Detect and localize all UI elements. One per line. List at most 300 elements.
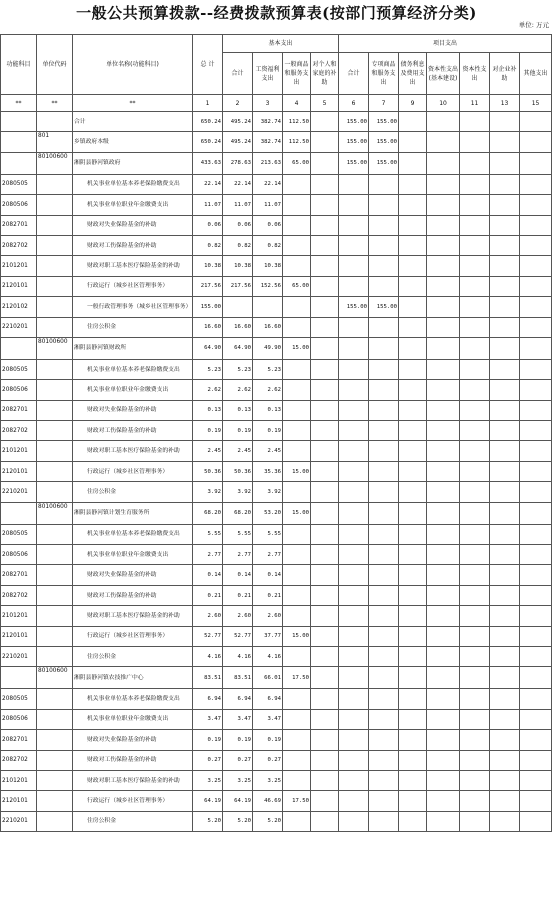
value-cell [311, 337, 339, 359]
value-cell [339, 482, 369, 502]
value-cell [460, 667, 490, 689]
value-cell [460, 441, 490, 461]
value-cell [427, 441, 460, 461]
value-cell: 0.82 [253, 235, 283, 255]
value-cell [311, 461, 339, 481]
table-row [1, 689, 552, 709]
value-cell [283, 482, 311, 502]
value-cell [460, 461, 490, 481]
value-cell [460, 811, 490, 831]
value-cell [490, 256, 520, 276]
func-code-cell: 2120101 [1, 626, 37, 646]
value-cell: 0.19 [193, 421, 223, 441]
value-cell: 495.24 [223, 112, 253, 132]
value-cell [223, 297, 253, 317]
value-cell [339, 380, 369, 400]
unit-name-cell: 财政对工伤保险基金的补助 [73, 585, 193, 605]
value-cell: 3.92 [253, 482, 283, 502]
unit-name-cell: 机关事业单位职业年金缴费支出 [73, 195, 193, 215]
value-cell [369, 461, 399, 481]
value-cell [490, 606, 520, 626]
value-cell: 2.60 [193, 606, 223, 626]
value-cell [520, 132, 552, 152]
table-row [1, 646, 552, 666]
header-col-num: 6 [339, 95, 369, 112]
unit-name-cell: 财政对失业保险基金的补助 [73, 730, 193, 750]
value-cell: 155.00 [339, 112, 369, 132]
unit-code-cell [37, 585, 73, 605]
value-cell [339, 646, 369, 666]
unit-name-cell: 财政对工伤保险基金的补助 [73, 750, 193, 770]
value-cell [369, 811, 399, 831]
value-cell [520, 626, 552, 646]
value-cell [399, 811, 427, 831]
value-cell: 0.19 [253, 730, 283, 750]
value-cell [369, 585, 399, 605]
value-cell [460, 132, 490, 152]
value-cell [283, 359, 311, 379]
table-row [1, 215, 552, 235]
value-cell [283, 565, 311, 585]
table-row [1, 565, 552, 585]
unit-code-cell [37, 174, 73, 194]
value-cell [339, 502, 369, 524]
value-cell [399, 359, 427, 379]
value-cell [369, 256, 399, 276]
unit-code-cell [37, 689, 73, 709]
value-cell [460, 791, 490, 811]
value-cell: 3.92 [223, 482, 253, 502]
unit-code-cell [37, 380, 73, 400]
header-col-num: 10 [427, 95, 460, 112]
value-cell [369, 174, 399, 194]
value-cell [311, 606, 339, 626]
value-cell [369, 646, 399, 666]
value-cell [460, 112, 490, 132]
unit-name-cell: 财政对失业保险基金的补助 [73, 565, 193, 585]
value-cell [339, 730, 369, 750]
value-cell [399, 297, 427, 317]
value-cell [520, 337, 552, 359]
value-cell [520, 770, 552, 790]
header-project-col: 资本性支出 [460, 53, 490, 95]
header-unit-name: 单位名称(功能科目) [73, 35, 193, 95]
unit-name-cell: 住房公积金 [73, 482, 193, 502]
value-cell: 11.07 [193, 195, 223, 215]
value-cell: 382.74 [253, 112, 283, 132]
value-cell: 0.21 [253, 585, 283, 605]
value-cell [460, 380, 490, 400]
value-cell [311, 195, 339, 215]
func-code-cell: 2080506 [1, 380, 37, 400]
value-cell [369, 359, 399, 379]
value-cell [339, 709, 369, 729]
value-cell [283, 380, 311, 400]
value-cell [490, 461, 520, 481]
value-cell: 155.00 [339, 152, 369, 174]
table-row [1, 482, 552, 502]
value-cell: 52.77 [223, 626, 253, 646]
value-cell [460, 585, 490, 605]
value-cell [427, 132, 460, 152]
header-basic-col: 合计 [223, 53, 253, 95]
unit-code-cell [37, 626, 73, 646]
value-cell: 0.13 [253, 400, 283, 420]
value-cell [520, 667, 552, 689]
value-cell [427, 195, 460, 215]
value-cell [490, 380, 520, 400]
unit-name-cell: 财政对职工基本医疗保险基金的补助 [73, 441, 193, 461]
value-cell [311, 132, 339, 152]
func-code-cell: 2080505 [1, 689, 37, 709]
budget-table [0, 34, 552, 832]
value-cell: 64.19 [193, 791, 223, 811]
unit-name-cell: 湘阴县静河镇财政所 [73, 337, 193, 359]
value-cell [427, 317, 460, 337]
func-code-cell: 2080506 [1, 709, 37, 729]
value-cell [311, 585, 339, 605]
table-row [1, 791, 552, 811]
value-cell: 0.13 [223, 400, 253, 420]
value-cell: 0.21 [223, 585, 253, 605]
value-cell [490, 359, 520, 379]
table-row [1, 667, 552, 689]
value-cell [460, 400, 490, 420]
value-cell: 0.82 [193, 235, 223, 255]
value-cell [490, 235, 520, 255]
value-cell [427, 400, 460, 420]
value-cell [283, 709, 311, 729]
func-code-cell: 2101201 [1, 606, 37, 626]
value-cell [399, 400, 427, 420]
func-code-cell: 2080505 [1, 524, 37, 544]
value-cell: 15.00 [283, 461, 311, 481]
value-cell: 2.62 [223, 380, 253, 400]
table-row [1, 524, 552, 544]
value-cell [460, 359, 490, 379]
func-code-cell: 2210201 [1, 811, 37, 831]
table-row [1, 380, 552, 400]
value-cell: 0.14 [193, 565, 223, 585]
value-cell [283, 400, 311, 420]
value-cell [339, 585, 369, 605]
value-cell [369, 235, 399, 255]
value-cell [311, 502, 339, 524]
value-cell [427, 235, 460, 255]
func-code-cell: 2080506 [1, 195, 37, 215]
value-cell: 17.50 [283, 667, 311, 689]
table-row [1, 585, 552, 605]
value-cell [399, 482, 427, 502]
func-code-cell: 2120101 [1, 461, 37, 481]
value-cell [369, 689, 399, 709]
value-cell: 382.74 [253, 132, 283, 152]
value-cell [283, 235, 311, 255]
value-cell [369, 709, 399, 729]
value-cell: 35.36 [253, 461, 283, 481]
table-row [1, 132, 552, 152]
unit-code-cell [37, 750, 73, 770]
value-cell [283, 770, 311, 790]
value-cell [460, 276, 490, 296]
value-cell [339, 791, 369, 811]
value-cell [283, 689, 311, 709]
value-cell: 2.77 [253, 545, 283, 565]
value-cell [369, 276, 399, 296]
value-cell: 83.51 [223, 667, 253, 689]
value-cell: 155.00 [369, 112, 399, 132]
value-cell [311, 400, 339, 420]
value-cell [520, 297, 552, 317]
value-cell: 5.55 [193, 524, 223, 544]
value-cell: 4.16 [223, 646, 253, 666]
value-cell [399, 770, 427, 790]
value-cell [520, 811, 552, 831]
unit-name-cell: 行政运行（城乡社区管理事务） [73, 626, 193, 646]
table-row [1, 112, 552, 132]
unit-name-cell: 机关事业单位职业年金缴费支出 [73, 380, 193, 400]
value-cell [311, 646, 339, 666]
header-project-col: 其他支出 [520, 53, 552, 95]
value-cell: 64.90 [223, 337, 253, 359]
unit-name-cell: 住房公积金 [73, 317, 193, 337]
value-cell [460, 317, 490, 337]
value-cell [399, 524, 427, 544]
value-cell [311, 174, 339, 194]
unit-name-cell: 财政对职工基本医疗保险基金的补助 [73, 606, 193, 626]
value-cell: 5.55 [253, 524, 283, 544]
value-cell: 3.47 [193, 709, 223, 729]
value-cell [427, 646, 460, 666]
value-cell [520, 380, 552, 400]
func-code-cell: 2101201 [1, 770, 37, 790]
value-cell [427, 565, 460, 585]
value-cell: 2.62 [193, 380, 223, 400]
value-cell: 11.07 [253, 195, 283, 215]
unit-code-cell [37, 256, 73, 276]
header-basic: 基本支出 [223, 35, 339, 53]
value-cell [427, 730, 460, 750]
value-cell [520, 502, 552, 524]
value-cell [490, 770, 520, 790]
value-cell [311, 565, 339, 585]
value-cell [490, 112, 520, 132]
value-cell [399, 667, 427, 689]
value-cell [339, 545, 369, 565]
func-code-cell: 2082702 [1, 750, 37, 770]
value-cell: 50.36 [223, 461, 253, 481]
header-col-num: 9 [399, 95, 427, 112]
value-cell [520, 461, 552, 481]
value-cell [520, 174, 552, 194]
unit-code-cell [37, 565, 73, 585]
value-cell [520, 750, 552, 770]
value-cell: 5.20 [193, 811, 223, 831]
value-cell: 3.25 [193, 770, 223, 790]
header-col-num: 4 [283, 95, 311, 112]
value-cell [399, 565, 427, 585]
value-cell: 155.00 [369, 297, 399, 317]
value-cell [427, 359, 460, 379]
value-cell: 0.19 [223, 730, 253, 750]
value-cell [399, 174, 427, 194]
value-cell [460, 770, 490, 790]
value-cell [490, 441, 520, 461]
value-cell [339, 667, 369, 689]
header-unit-code: 单位代码 [37, 35, 73, 95]
value-cell [427, 112, 460, 132]
func-code-cell [1, 502, 37, 524]
value-cell [490, 791, 520, 811]
value-cell [339, 811, 369, 831]
value-cell [369, 730, 399, 750]
value-cell [369, 565, 399, 585]
value-cell: 0.06 [223, 215, 253, 235]
value-cell [490, 502, 520, 524]
value-cell [520, 791, 552, 811]
unit-code-cell [37, 195, 73, 215]
value-cell: 37.77 [253, 626, 283, 646]
header-basic-col: 一般商品和服务支出 [283, 53, 311, 95]
value-cell [283, 441, 311, 461]
value-cell [339, 317, 369, 337]
value-cell: 46.69 [253, 791, 283, 811]
value-cell [283, 730, 311, 750]
value-cell [427, 791, 460, 811]
value-cell [311, 770, 339, 790]
header-col-num: 3 [253, 95, 283, 112]
value-cell: 213.63 [253, 152, 283, 174]
value-cell [520, 709, 552, 729]
value-cell [369, 421, 399, 441]
value-cell [311, 215, 339, 235]
value-cell: 68.20 [193, 502, 223, 524]
value-cell: 22.14 [253, 174, 283, 194]
header-star: ** [73, 95, 193, 112]
value-cell: 155.00 [339, 297, 369, 317]
header-star: ** [1, 95, 37, 112]
unit-code-cell [37, 359, 73, 379]
value-cell: 11.07 [223, 195, 253, 215]
unit-code-cell [37, 482, 73, 502]
value-cell [427, 502, 460, 524]
value-cell [399, 195, 427, 215]
value-cell: 6.94 [193, 689, 223, 709]
value-cell [490, 545, 520, 565]
value-cell: 15.00 [283, 502, 311, 524]
value-cell: 15.00 [283, 337, 311, 359]
value-cell: 0.82 [223, 235, 253, 255]
value-cell [427, 545, 460, 565]
value-cell [490, 565, 520, 585]
func-code-cell: 2080505 [1, 174, 37, 194]
value-cell: 0.27 [253, 750, 283, 770]
unit-code-cell [37, 606, 73, 626]
value-cell: 3.47 [223, 709, 253, 729]
value-cell [311, 276, 339, 296]
value-cell [490, 730, 520, 750]
value-cell: 2.60 [223, 606, 253, 626]
value-cell: 16.60 [193, 317, 223, 337]
value-cell [369, 317, 399, 337]
value-cell [339, 626, 369, 646]
value-cell [490, 276, 520, 296]
table-row [1, 400, 552, 420]
value-cell: 22.14 [193, 174, 223, 194]
value-cell [339, 750, 369, 770]
value-cell: 2.62 [253, 380, 283, 400]
value-cell: 495.24 [223, 132, 253, 152]
value-cell [490, 667, 520, 689]
func-code-cell: 2082702 [1, 585, 37, 605]
value-cell [399, 215, 427, 235]
unit-code-cell [37, 811, 73, 831]
unit-code-cell [37, 276, 73, 296]
value-cell [490, 709, 520, 729]
value-cell [427, 152, 460, 174]
header-col-num: 5 [311, 95, 339, 112]
value-cell [520, 565, 552, 585]
value-cell: 10.38 [253, 256, 283, 276]
unit-name-cell: 机关事业单位基本养老保险缴费支出 [73, 174, 193, 194]
value-cell [399, 380, 427, 400]
unit-name-cell: 湘阴县静河镇计划生育服务所 [73, 502, 193, 524]
unit-name-cell: 机关事业单位职业年金缴费支出 [73, 709, 193, 729]
value-cell [369, 667, 399, 689]
value-cell: 155.00 [339, 132, 369, 152]
value-cell [460, 337, 490, 359]
header-col-num: 11 [460, 95, 490, 112]
header-func-code: 功能科目 [1, 35, 37, 95]
value-cell [427, 276, 460, 296]
unit-code-cell [37, 770, 73, 790]
value-cell [369, 441, 399, 461]
value-cell [399, 235, 427, 255]
value-cell [311, 359, 339, 379]
value-cell [520, 441, 552, 461]
value-cell [283, 174, 311, 194]
value-cell [339, 461, 369, 481]
header-star: ** [37, 95, 73, 112]
unit-name-cell: 行政运行（城乡社区管理事务） [73, 791, 193, 811]
value-cell [490, 585, 520, 605]
value-cell [283, 421, 311, 441]
value-cell [283, 606, 311, 626]
value-cell [427, 626, 460, 646]
value-cell: 3.25 [253, 770, 283, 790]
value-cell [311, 482, 339, 502]
value-cell [339, 337, 369, 359]
value-cell [460, 545, 490, 565]
value-cell [369, 400, 399, 420]
value-cell [460, 297, 490, 317]
value-cell [283, 297, 311, 317]
table-row [1, 235, 552, 255]
value-cell: 155.00 [193, 297, 223, 317]
value-cell: 15.00 [283, 626, 311, 646]
value-cell [311, 689, 339, 709]
value-cell [490, 132, 520, 152]
value-cell [490, 524, 520, 544]
unit-code-cell [37, 297, 73, 317]
value-cell: 217.56 [193, 276, 223, 296]
value-cell: 64.90 [193, 337, 223, 359]
table-row [1, 421, 552, 441]
unit-code-cell [37, 524, 73, 544]
value-cell [339, 256, 369, 276]
func-code-cell: 2082702 [1, 235, 37, 255]
value-cell [283, 811, 311, 831]
